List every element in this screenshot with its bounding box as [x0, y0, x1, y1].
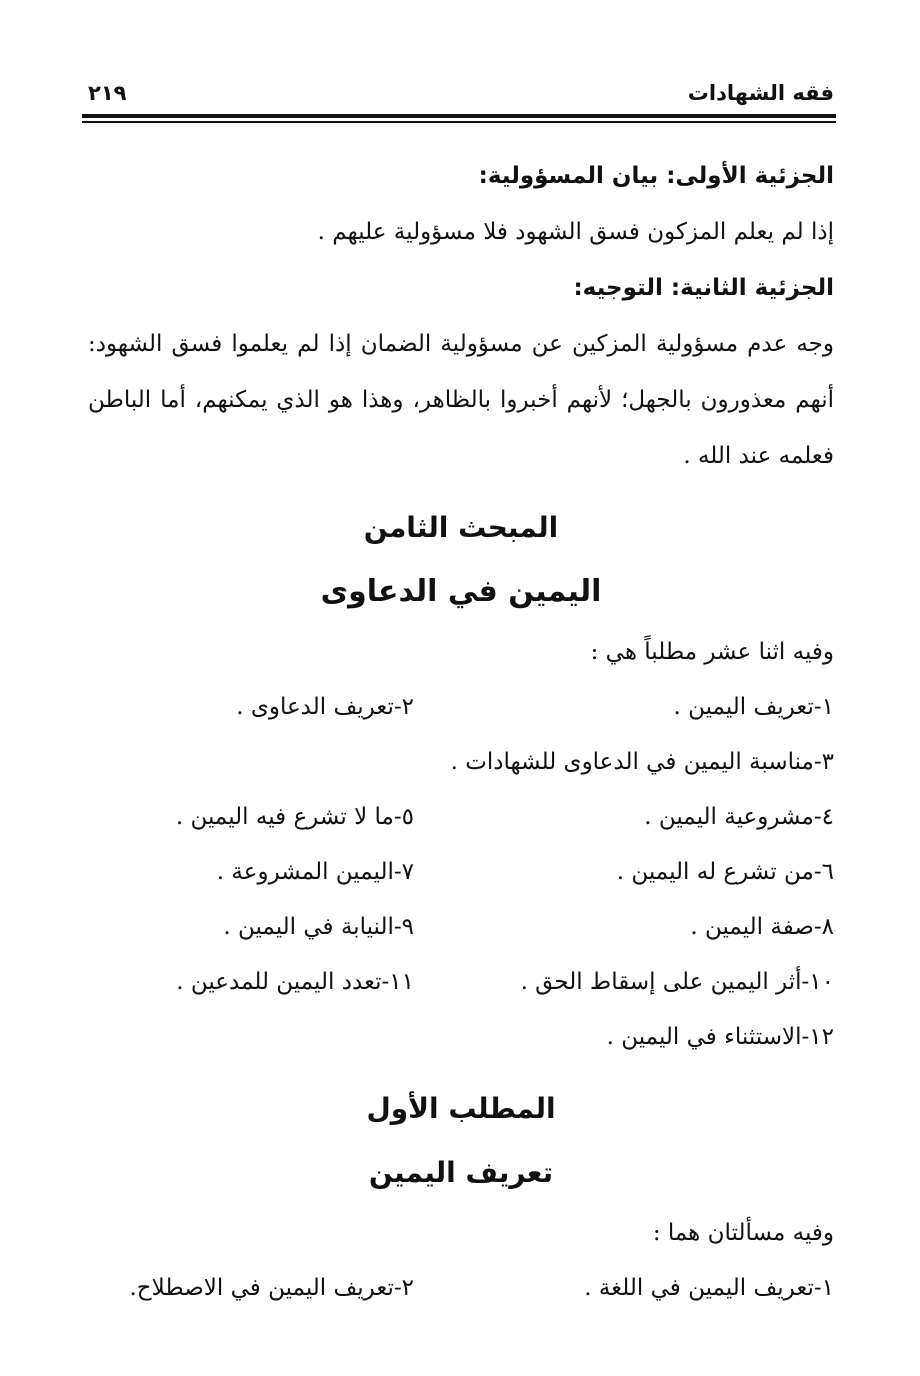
- list-item-text: ٦-من تشرع له اليمين .: [616, 859, 834, 885]
- list-item-text: ٤-مشروعية اليمين .: [644, 804, 834, 830]
- subsection-text-1: إذا لم يعلم المزكون فسق الشهود فلا مسؤولية عليهم .: [317, 219, 834, 245]
- list-item-text: ١٢-الاستثناء في اليمين .: [606, 1024, 834, 1050]
- header-rule-thin: [82, 121, 836, 123]
- list-item-text: ٢-تعريف الدعاوى .: [236, 694, 414, 720]
- section-subtitle: تعريف اليمين: [368, 1156, 554, 1189]
- header-title: فقه الشهادات: [687, 81, 834, 105]
- list-item-text: ٩-النيابة في اليمين .: [223, 914, 414, 940]
- spacer: [88, 1065, 834, 1077]
- list-item: [88, 735, 834, 790]
- page-content: [88, 148, 834, 1316]
- list-item-text: ١-تعريف اليمين في اللغة .: [584, 1275, 834, 1301]
- chapter-topics-list: [88, 680, 834, 1065]
- subsection-text-2: وجه عدم مسؤولية المزكين عن مسؤولية الضمان إذا لم يعلموا فسق الشهود: أنهم معذورون بالجهل؛ لأنهم أخبروا بالظاهر، وهذا هو الذي يمكنهم، أما الباطن فعلمه عند الله .: [88, 331, 834, 469]
- list-item-text: ٧-اليمين المشروعة .: [216, 859, 414, 885]
- list-item: [88, 900, 834, 955]
- section-intro: وفيه مسألتان هما :: [652, 1220, 834, 1246]
- running-header: [84, 80, 834, 114]
- section-title: المطلب الأول: [366, 1092, 556, 1125]
- list-item-text: ٥-ما لا تشرع فيه اليمين .: [175, 804, 414, 830]
- subsection-heading-1: الجزئية الأولى: بيان المسؤولية:: [478, 163, 834, 189]
- list-item-text: ٢-تعريف اليمين في الاصطلاح.: [129, 1275, 414, 1301]
- list-item-text: ١-تعريف اليمين .: [673, 694, 834, 720]
- page-number: ٢١٩: [88, 81, 127, 105]
- section-topics-list: [88, 1261, 834, 1316]
- list-item-text: ١٠-أثر اليمين على إسقاط الحق .: [520, 969, 834, 995]
- header-rule-thick: [82, 114, 836, 118]
- list-item: [88, 845, 834, 900]
- chapter-title: المبحث الثامن: [363, 511, 559, 544]
- list-item: [88, 955, 834, 1010]
- subsection-heading-2: الجزئية الثانية: التوجيه:: [573, 275, 834, 301]
- list-item: [88, 790, 834, 845]
- list-item: [88, 1010, 834, 1065]
- list-item: [88, 680, 834, 735]
- list-item-text: ٨-صفة اليمين .: [690, 914, 834, 940]
- spacer: [88, 484, 834, 496]
- list-item: [88, 1261, 834, 1316]
- chapter-intro: وفيه اثنا عشر مطلباً هي :: [590, 639, 834, 665]
- list-item-text: ١١-تعدد اليمين للمدعين .: [176, 969, 414, 995]
- chapter-subtitle: اليمين في الدعاوى: [320, 574, 602, 609]
- list-item-text: ٣-مناسبة اليمين في الدعاوى للشهادات .: [450, 749, 834, 775]
